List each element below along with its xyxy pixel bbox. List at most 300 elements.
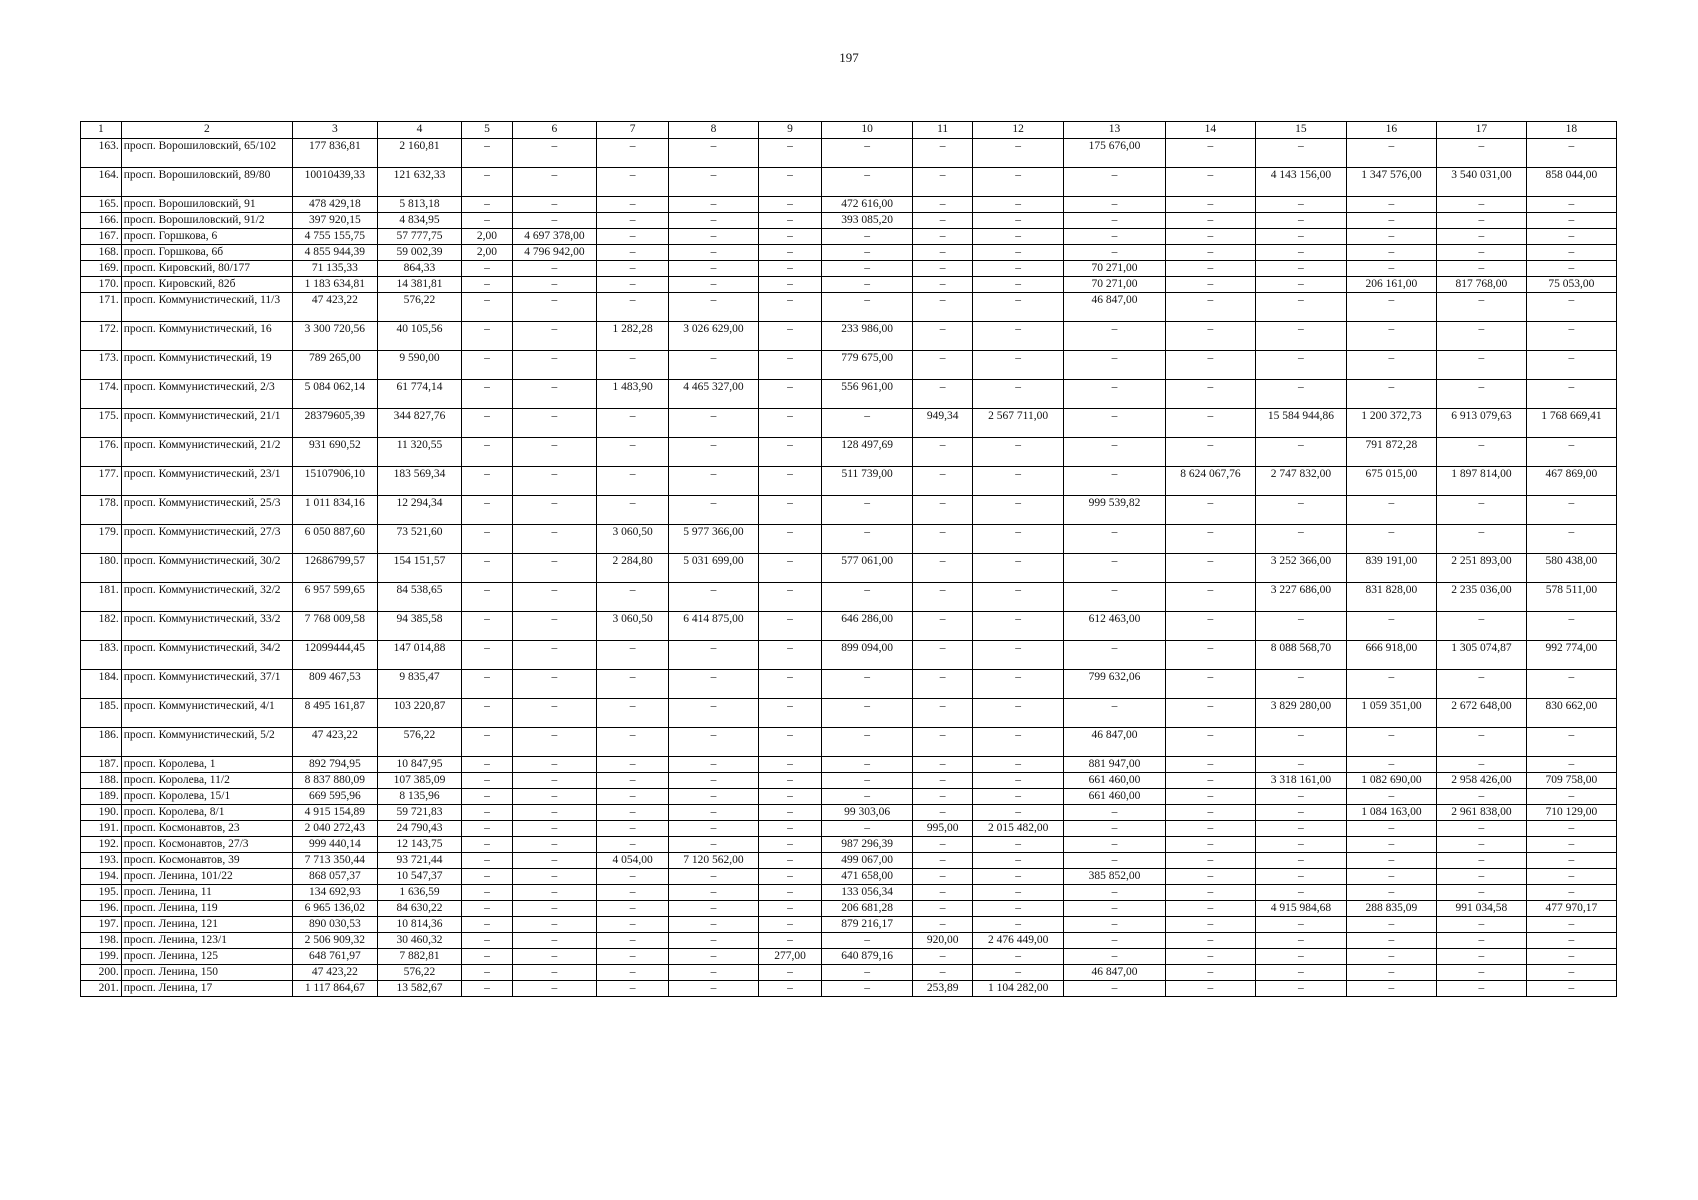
address-cell: просп. Коммунистический, 25/3 [121,496,292,525]
value-cell: – [462,869,512,885]
value-cell: 6 414 875,00 [668,612,758,641]
value-cell: 661 460,00 [1064,789,1166,805]
value-cell: 4 915 984,68 [1255,901,1346,917]
value-cell: 3 227 686,00 [1255,583,1346,612]
value-cell: – [913,583,973,612]
address-cell: просп. Горшкова, 6б [121,245,292,261]
value-cell: – [973,245,1064,261]
value-cell: – [973,612,1064,641]
column-header: 15 [1255,122,1346,139]
value-cell: 4 755 155,75 [293,229,378,245]
address-cell: просп. Коммунистический, 32/2 [121,583,292,612]
value-cell: – [1436,612,1526,641]
row-number: 198. [81,933,122,949]
data-table [80,121,1617,997]
value-cell: – [1346,965,1436,981]
value-cell: – [512,525,597,554]
value-cell: – [1526,322,1616,351]
value-cell: 1 897 814,00 [1436,467,1526,496]
value-cell: 10 847,95 [377,757,462,773]
table-row [81,612,1617,641]
value-cell: 799 632,06 [1064,670,1166,699]
value-cell: – [597,757,669,773]
value-cell: 3 252 366,00 [1255,554,1346,583]
value-cell: – [1346,197,1436,213]
value-cell: – [913,213,973,229]
value-cell: – [913,496,973,525]
value-cell: – [758,805,821,821]
value-cell: – [1255,789,1346,805]
value-cell: 2 961 838,00 [1436,805,1526,821]
value-cell: – [512,197,597,213]
value-cell: – [512,322,597,351]
value-cell: – [1436,438,1526,467]
value-cell: 666 918,00 [1346,641,1436,670]
row-number: 201. [81,981,122,997]
value-cell: – [758,438,821,467]
value-cell: – [668,837,758,853]
value-cell: – [597,213,669,229]
row-number: 171. [81,293,122,322]
value-cell: 830 662,00 [1526,699,1616,728]
value-cell: – [973,869,1064,885]
address-cell: просп. Коммунистический, 33/2 [121,612,292,641]
row-number: 169. [81,261,122,277]
value-cell: – [512,409,597,438]
value-cell: – [758,197,821,213]
value-cell: 477 970,17 [1526,901,1616,917]
value-cell: – [1526,293,1616,322]
value-cell: – [462,409,512,438]
value-cell: – [512,213,597,229]
row-number: 172. [81,322,122,351]
column-header: 18 [1526,122,1616,139]
value-cell: 70 271,00 [1064,261,1166,277]
value-cell: – [1165,757,1255,773]
value-cell: – [668,641,758,670]
value-cell: 1 183 634,81 [293,277,378,293]
value-cell: – [597,168,669,197]
value-cell: – [668,197,758,213]
value-cell: – [1526,197,1616,213]
value-cell: 817 768,00 [1436,277,1526,293]
value-cell: – [1436,525,1526,554]
value-cell: 175 676,00 [1064,139,1166,168]
value-cell: – [1255,933,1346,949]
column-header: 7 [597,122,669,139]
value-cell: 4 915 154,89 [293,805,378,821]
value-cell: – [1064,901,1166,917]
value-cell: – [1255,525,1346,554]
value-cell: – [1346,757,1436,773]
value-cell: – [1436,261,1526,277]
value-cell: – [1436,380,1526,409]
value-cell: – [1255,670,1346,699]
value-cell: – [758,917,821,933]
address-cell: просп. Ворошиловский, 91/2 [121,213,292,229]
address-cell: просп. Космонавтов, 23 [121,821,292,837]
value-cell: – [758,869,821,885]
row-number: 183. [81,641,122,670]
value-cell: – [758,901,821,917]
value-cell: 75 053,00 [1526,277,1616,293]
address-cell: просп. Коммунистический, 30/2 [121,554,292,583]
value-cell: – [1165,168,1255,197]
value-cell: – [1165,351,1255,380]
value-cell: – [597,933,669,949]
table-body [81,139,1617,997]
value-cell: – [668,757,758,773]
value-cell: – [913,322,973,351]
value-cell: 8 495 161,87 [293,699,378,728]
value-cell: – [462,641,512,670]
value-cell: – [512,293,597,322]
value-cell: – [1064,168,1166,197]
table-row [81,670,1617,699]
value-cell: – [512,438,597,467]
value-cell: – [597,496,669,525]
value-cell: – [668,670,758,699]
value-cell: 890 030,53 [293,917,378,933]
value-cell: – [462,805,512,821]
value-cell: 47 423,22 [293,293,378,322]
value-cell: – [1064,805,1166,821]
value-cell: – [973,525,1064,554]
value-cell: – [822,525,913,554]
column-header: 16 [1346,122,1436,139]
value-cell: – [1346,949,1436,965]
value-cell: – [913,554,973,583]
value-cell: – [597,261,669,277]
value-cell: – [822,933,913,949]
address-cell: просп. Ленина, 101/22 [121,869,292,885]
value-cell: – [1165,261,1255,277]
value-cell: – [1165,322,1255,351]
table-row [81,641,1617,670]
value-cell: 2 015 482,00 [973,821,1064,837]
row-number: 189. [81,789,122,805]
value-cell: 5 813,18 [377,197,462,213]
value-cell: 478 429,18 [293,197,378,213]
value-cell: – [597,197,669,213]
value-cell: 4 465 327,00 [668,380,758,409]
value-cell: – [1255,293,1346,322]
value-cell: – [668,261,758,277]
value-cell: – [1255,757,1346,773]
address-cell: просп. Коммунистический, 23/1 [121,467,292,496]
value-cell: – [973,789,1064,805]
value-cell: – [597,277,669,293]
value-cell: – [1064,699,1166,728]
row-number: 167. [81,229,122,245]
value-cell: – [913,229,973,245]
value-cell: – [913,525,973,554]
value-cell: 288 835,09 [1346,901,1436,917]
value-cell: 556 961,00 [822,380,913,409]
value-cell: 47 423,22 [293,965,378,981]
value-cell: 1 305 074,87 [1436,641,1526,670]
value-cell: 70 271,00 [1064,277,1166,293]
table-row [81,322,1617,351]
value-cell: – [758,261,821,277]
value-cell: – [1165,773,1255,789]
value-cell: – [1255,351,1346,380]
value-cell: 7 768 009,58 [293,612,378,641]
value-cell: – [512,728,597,757]
value-cell: – [462,837,512,853]
value-cell: – [1255,965,1346,981]
table-row [81,789,1617,805]
address-cell: просп. Коммунистический, 11/3 [121,293,292,322]
value-cell: – [1346,885,1436,901]
value-cell: 991 034,58 [1436,901,1526,917]
value-cell: 992 774,00 [1526,641,1616,670]
value-cell: – [597,821,669,837]
value-cell: – [758,773,821,789]
value-cell: – [1165,525,1255,554]
value-cell: – [758,821,821,837]
value-cell: – [1165,197,1255,213]
value-cell: – [512,261,597,277]
value-cell: – [1064,438,1166,467]
value-cell: – [1255,139,1346,168]
value-cell: – [1255,853,1346,869]
row-number: 164. [81,168,122,197]
value-cell: 999 539,82 [1064,496,1166,525]
value-cell: – [913,245,973,261]
value-cell: – [462,821,512,837]
value-cell: – [1255,728,1346,757]
table-row [81,699,1617,728]
value-cell: – [973,837,1064,853]
value-cell: – [1165,981,1255,997]
value-cell: – [822,981,913,997]
value-cell: – [913,885,973,901]
value-cell: – [758,965,821,981]
value-cell: 4 796 942,00 [512,245,597,261]
value-cell: – [758,293,821,322]
value-cell: – [758,757,821,773]
value-cell: – [1255,917,1346,933]
table-row [81,728,1617,757]
value-cell: – [597,901,669,917]
value-cell: 1 084 163,00 [1346,805,1436,821]
address-cell: просп. Космонавтов, 27/3 [121,837,292,853]
value-cell: – [668,789,758,805]
value-cell: – [668,965,758,981]
value-cell: – [1526,728,1616,757]
value-cell: 7 882,81 [377,949,462,965]
table-row [81,213,1617,229]
table-row [81,496,1617,525]
value-cell: – [462,351,512,380]
table-row [81,380,1617,409]
address-cell: просп. Коммунистический, 16 [121,322,292,351]
value-cell: – [462,965,512,981]
value-cell: – [758,496,821,525]
value-cell: – [973,277,1064,293]
value-cell: – [597,773,669,789]
value-cell: – [1436,197,1526,213]
row-number: 199. [81,949,122,965]
value-cell: 99 303,06 [822,805,913,821]
value-cell: – [1064,837,1166,853]
value-cell: – [973,641,1064,670]
value-cell: – [462,853,512,869]
value-cell: – [462,168,512,197]
value-cell: – [1526,933,1616,949]
value-cell: – [1346,293,1436,322]
value-cell: – [1346,821,1436,837]
value-cell: – [597,837,669,853]
row-number: 165. [81,197,122,213]
value-cell: – [973,380,1064,409]
value-cell: 467 869,00 [1526,467,1616,496]
value-cell: 30 460,32 [377,933,462,949]
value-cell: – [512,821,597,837]
value-cell: 1 282,28 [597,322,669,351]
value-cell: – [1436,213,1526,229]
table-row [81,438,1617,467]
value-cell: – [668,869,758,885]
value-cell: – [462,670,512,699]
value-cell: 3 300 720,56 [293,322,378,351]
value-cell: 6 913 079,63 [1436,409,1526,438]
value-cell: – [1064,554,1166,583]
column-header: 1 [81,122,122,139]
value-cell: 471 658,00 [822,869,913,885]
value-cell: – [1526,869,1616,885]
value-cell: – [462,293,512,322]
value-cell: – [462,139,512,168]
value-cell: – [1436,821,1526,837]
value-cell: – [913,641,973,670]
address-cell: просп. Ленина, 125 [121,949,292,965]
value-cell: – [1436,949,1526,965]
value-cell: – [668,245,758,261]
table-row [81,821,1617,837]
value-cell: – [913,789,973,805]
value-cell: – [1165,821,1255,837]
value-cell: – [1255,213,1346,229]
value-cell: – [822,245,913,261]
value-cell: 4 143 156,00 [1255,168,1346,197]
value-cell: 8 624 067,76 [1165,467,1255,496]
address-cell: просп. Ворошиловский, 91 [121,197,292,213]
value-cell: – [1436,853,1526,869]
value-cell: – [1346,612,1436,641]
value-cell: – [822,277,913,293]
value-cell: 128 497,69 [822,438,913,467]
value-cell: 2,00 [462,245,512,261]
value-cell: – [512,933,597,949]
value-cell: 3 026 629,00 [668,322,758,351]
value-cell: – [758,351,821,380]
value-cell: 4 697 378,00 [512,229,597,245]
row-number: 182. [81,612,122,641]
value-cell: 94 385,58 [377,612,462,641]
value-cell: – [668,213,758,229]
value-cell: – [913,837,973,853]
value-cell: 4 834,95 [377,213,462,229]
value-cell: – [668,773,758,789]
value-cell: 73 521,60 [377,525,462,554]
value-cell: – [1526,229,1616,245]
value-cell: – [1165,885,1255,901]
value-cell: – [1165,641,1255,670]
value-cell: – [913,949,973,965]
value-cell: – [668,139,758,168]
column-header: 17 [1436,122,1526,139]
value-cell: – [1526,789,1616,805]
value-cell: – [1064,853,1166,869]
value-cell: – [758,380,821,409]
value-cell: – [1436,728,1526,757]
value-cell: 4 054,00 [597,853,669,869]
table-row [81,949,1617,965]
value-cell: – [1255,612,1346,641]
address-cell: просп. Ворошиловский, 89/80 [121,168,292,197]
value-cell: – [1346,261,1436,277]
value-cell: 393 085,20 [822,213,913,229]
value-cell: – [668,168,758,197]
value-cell: – [822,168,913,197]
value-cell: – [462,981,512,997]
value-cell: 2 567 711,00 [973,409,1064,438]
row-number: 194. [81,869,122,885]
value-cell: – [1165,293,1255,322]
value-cell: – [1526,213,1616,229]
value-cell: – [1165,699,1255,728]
value-cell: 61 774,14 [377,380,462,409]
value-cell: 154 151,57 [377,554,462,583]
value-cell: – [1255,380,1346,409]
row-number: 181. [81,583,122,612]
value-cell: – [512,837,597,853]
address-cell: просп. Королева, 11/2 [121,773,292,789]
value-cell: – [1255,949,1346,965]
value-cell: 84 630,22 [377,901,462,917]
value-cell: – [1346,525,1436,554]
value-cell: – [822,821,913,837]
value-cell: – [1165,245,1255,261]
value-cell: 7 120 562,00 [668,853,758,869]
value-cell: 2 251 893,00 [1436,554,1526,583]
address-cell: просп. Ленина, 11 [121,885,292,901]
value-cell: – [597,885,669,901]
value-cell: – [462,773,512,789]
value-cell: – [1346,728,1436,757]
value-cell: – [1526,853,1616,869]
value-cell: – [913,728,973,757]
table-row [81,981,1617,997]
value-cell: – [973,322,1064,351]
value-cell: – [597,805,669,821]
value-cell: – [668,467,758,496]
value-cell: – [1346,496,1436,525]
value-cell: 2,00 [462,229,512,245]
value-cell: – [758,213,821,229]
value-cell: 10010439,33 [293,168,378,197]
value-cell: 2 747 832,00 [1255,467,1346,496]
value-cell: – [973,261,1064,277]
value-cell: – [1436,869,1526,885]
value-cell: – [668,699,758,728]
value-cell: – [668,805,758,821]
value-cell: – [1346,869,1436,885]
row-number: 166. [81,213,122,229]
value-cell: – [758,885,821,901]
